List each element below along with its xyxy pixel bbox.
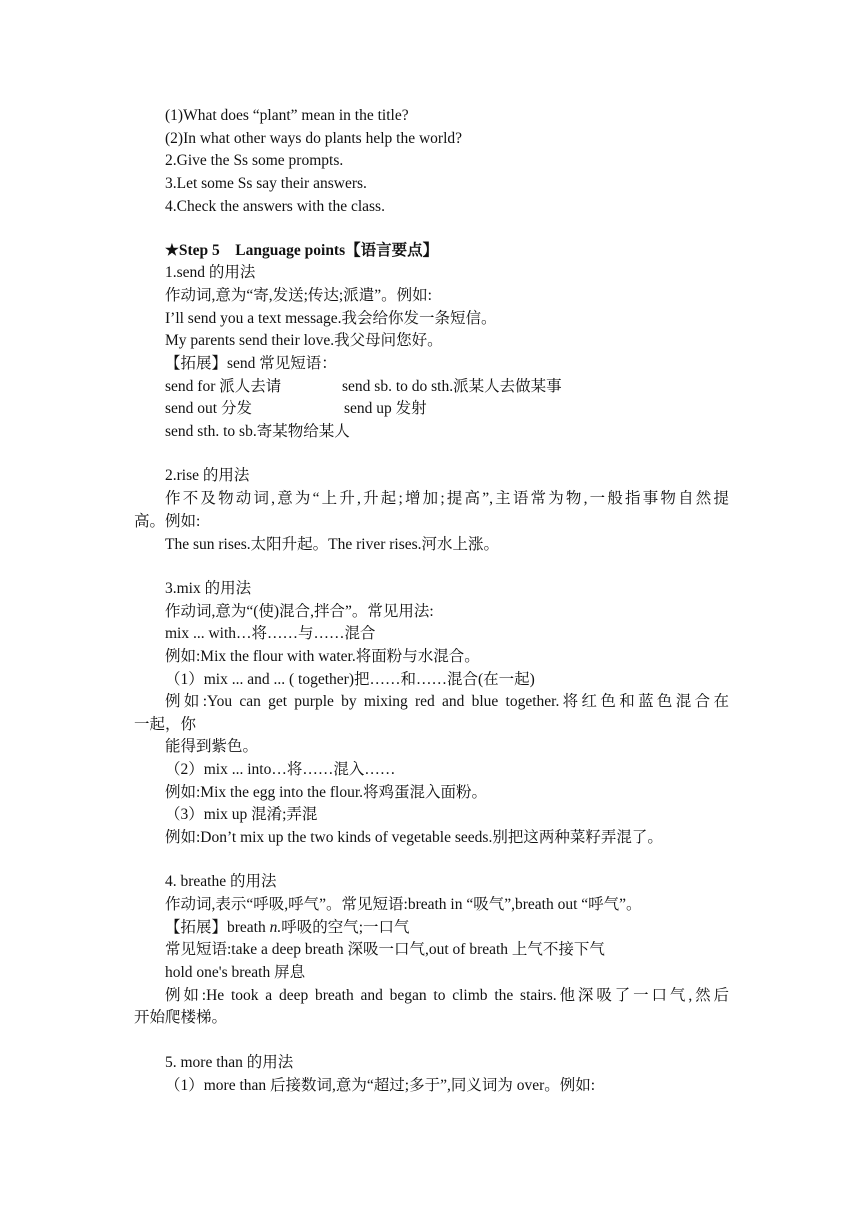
point-3-example-2: 例如:You can get purple by mixing red and blue together.将红色和蓝色混合在 <box>165 693 729 710</box>
section-heading: ★Step 5 Language points【语言要点】 <box>165 242 439 259</box>
point-2-title: 2.rise 的用法 <box>165 467 250 484</box>
question-1: (1)What does “plant” mean in the title? <box>165 107 409 124</box>
point-1-title: 1.send 的用法 <box>165 264 256 281</box>
point-4-title: 4. breathe 的用法 <box>165 873 277 890</box>
point-4-example: 例如:He took a deep breath and began to climb the stairs.他深吸了一口气,然后 <box>165 987 729 1004</box>
point-3-definition: 作动词,意为“(使)混合,拌合”。常见用法: <box>165 603 434 620</box>
step-item-2: 2.Give the Ss some prompts. <box>165 152 344 169</box>
point-4-phrases: 常见短语:take a deep breath 深吸一口气,out of breath 上气不接下气 <box>165 941 605 958</box>
point-3-usage-2: （2）mix ... into…将……混入…… <box>165 761 396 778</box>
step-item-3: 3.Let some Ss say their answers. <box>165 175 367 192</box>
point-3-example-3: 例如:Mix the egg into the flour.将鸡蛋混入面粉。 <box>165 784 488 801</box>
point-1-example-1: I’ll send you a text message.我会给你发一条短信。 <box>165 310 497 327</box>
phrase-send-up: send up 发射 <box>344 400 427 417</box>
point-4-example-cont: 开始爬楼梯。 <box>134 1009 228 1026</box>
point-1-definition: 作动词,意为“寄,发送;传达;派遣”。例如: <box>165 287 432 304</box>
point-1-extension: 【拓展】send 常见短语： <box>165 355 337 372</box>
phrase-send-sb-to-do: send sb. to do sth.派某人去做某事 <box>342 378 562 395</box>
point-3-example-2-cont: 一起，你 <box>134 716 197 733</box>
point-5-usage-1: （1）more than 后接数词,意为“超过;多于”,同义词为 over。例如: <box>165 1077 596 1094</box>
point-3-example-1: 例如:Mix the flour with water.将面粉与水混合。 <box>165 648 480 665</box>
phrase-send-sth-to-sb: send sth. to sb.寄某物给某人 <box>165 423 350 440</box>
phrase-send-for: send for 派人去请 <box>165 378 282 395</box>
point-4-extension: 【拓展】breath n.呼吸的空气;一口气 <box>165 919 410 936</box>
point-2-example: The sun rises.太阳升起。The river rises.河水上涨。 <box>165 536 500 553</box>
point-4-phrase-hold: hold one's breath 屏息 <box>165 964 306 981</box>
point-1-example-2: My parents send their love.我父母问您好。 <box>165 332 443 349</box>
point-2-definition: 作不及物动词,意为“上升,升起;增加;提高”,主语常为物,一般指事物自然提 <box>165 490 729 507</box>
point-4-definition: 作动词,表示“呼吸,呼气”。常见短语:breath in “吸气”,breath out “呼气”。 <box>165 896 642 913</box>
point-3-title: 3.mix 的用法 <box>165 580 252 597</box>
point-3-example-4: 例如:Don’t mix up the two kinds of vegetable seeds.别把这两种菜籽弄混了。 <box>165 829 663 846</box>
point-5-title: 5. more than 的用法 <box>165 1054 294 1071</box>
phrase-send-out: send out 分发 <box>165 400 252 417</box>
point-3-example-2-end: 能得到紫色。 <box>165 738 259 755</box>
step-item-4: 4.Check the answers with the class. <box>165 198 385 215</box>
question-2: (2)In what other ways do plants help the world? <box>165 130 463 147</box>
point-3-usage-3: （3）mix up 混淆;弄混 <box>165 806 318 823</box>
point-2-definition-cont: 高。例如: <box>134 513 201 530</box>
point-3-usage-1: （1）mix ... and ... ( together)把……和……混合(在一起) <box>165 671 535 688</box>
point-3-usage: mix ... with…将……与……混合 <box>165 625 376 642</box>
